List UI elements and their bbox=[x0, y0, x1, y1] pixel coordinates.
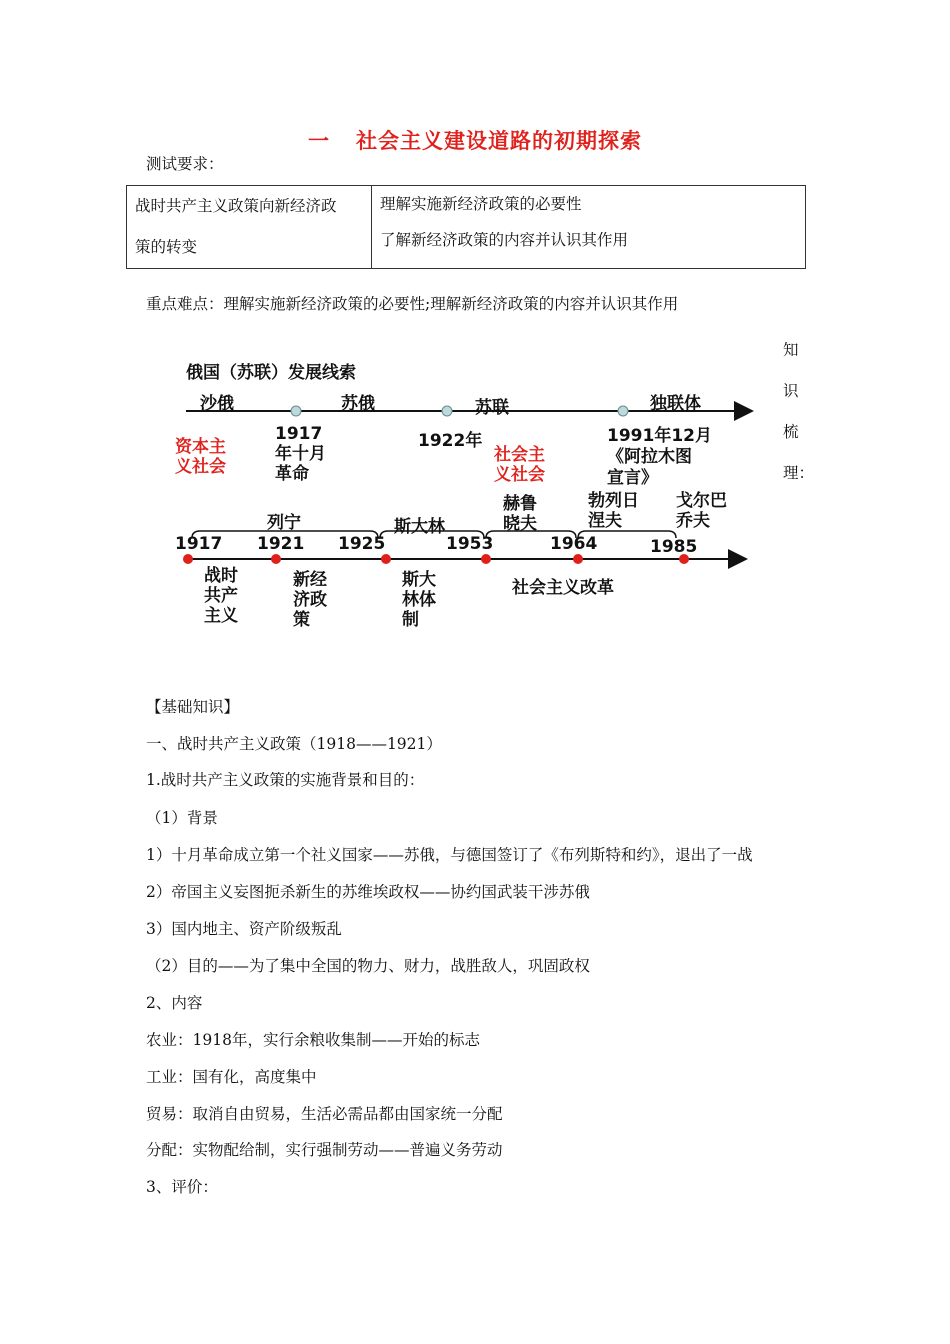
timeline1-marker-1917 bbox=[291, 406, 301, 416]
body-line: 2、内容 bbox=[146, 994, 203, 1012]
year-1953: 1953 bbox=[446, 534, 494, 554]
body-line: 2）帝国主义妄图扼杀新生的苏维埃政权——协约国武装干涉苏俄 bbox=[146, 883, 590, 901]
body-line: 一、战时共产主义政策（1918——1921） bbox=[146, 735, 442, 753]
event-1991-alma-ata: 1991年12月 《阿拉木图 宣言》 bbox=[607, 426, 712, 488]
period-soviet-union: 苏联 bbox=[475, 398, 509, 418]
body-line: 3）国内地主、资产阶级叛乱 bbox=[146, 920, 342, 938]
year-1925: 1925 bbox=[338, 534, 386, 554]
event-1922: 1922年 bbox=[418, 431, 483, 451]
leader-khrushchev: 赫鲁 晓夫 bbox=[503, 494, 537, 534]
section-basic-knowledge: 【基础知识】 bbox=[146, 698, 240, 716]
socialist-society-label: 社会主 义社会 bbox=[494, 445, 545, 485]
timeline1-marker-1991 bbox=[618, 406, 628, 416]
period-soviet-russia: 苏俄 bbox=[341, 394, 375, 414]
year-1917: 1917 bbox=[175, 534, 223, 554]
event-1917-october-revolution: 1917 年十月 革命 bbox=[275, 424, 326, 484]
page-title: 一 社会主义建设道路的初期探索 bbox=[308, 129, 642, 153]
capitalist-society-label: 资本主 义社会 bbox=[175, 437, 226, 477]
policy-stalin-model: 斯大 林体 制 bbox=[402, 570, 436, 630]
body-line: 贸易：取消自由贸易，生活必需品都由国家统一分配 bbox=[146, 1105, 503, 1123]
leader-stalin: 斯大林 bbox=[394, 517, 445, 537]
timeline2-marker-1917 bbox=[183, 554, 193, 564]
timeline2-marker-1953 bbox=[481, 554, 491, 564]
body-line: （1）背景 bbox=[146, 809, 218, 827]
body-line: 3、评价： bbox=[146, 1178, 218, 1196]
policy-socialist-reform: 社会主义改革 bbox=[512, 578, 614, 598]
requirements-goal-cell: 理解实施新经济政策的必要性 了解新经济政策的内容并认识其作用 bbox=[372, 186, 806, 269]
timeline2-marker-1921 bbox=[271, 554, 281, 564]
period-tsarist-russia: 沙俄 bbox=[200, 394, 234, 414]
key-points: 重点难点：理解实施新经济政策的必要性;理解新经济政策的内容并认识其作用 bbox=[146, 295, 679, 313]
leader-gorbachev: 戈尔巴 乔夫 bbox=[676, 491, 727, 531]
body-line: 农业：1918年，实行余粮收集制——开始的标志 bbox=[146, 1031, 480, 1049]
body-line: （2）目的——为了集中全国的物力、财力，战胜敌人，巩固政权 bbox=[146, 957, 590, 975]
knowledge-outline-label: 知 识 梳 理： bbox=[783, 341, 815, 482]
period-cis: 独联体 bbox=[650, 394, 701, 414]
timeline1-marker-1922 bbox=[442, 406, 452, 416]
body-line: 工业：国有化，高度集中 bbox=[146, 1068, 317, 1086]
body-line: 1.战时共产主义政策的实施背景和目的： bbox=[146, 771, 425, 789]
policy-war-communism: 战时 共产 主义 bbox=[204, 566, 238, 626]
timeline2-marker-1964 bbox=[573, 554, 583, 564]
body-line: 1）十月革命成立第一个社义国家——苏俄，与德国签订了《布列斯特和约》，退出了一战 bbox=[146, 846, 753, 864]
leader-lenin: 列宁 bbox=[267, 513, 301, 533]
body-line: 分配：实物配给制，实行强制劳动——普遍义务劳动 bbox=[146, 1141, 503, 1159]
leader-brezhnev: 勃列日 涅夫 bbox=[588, 491, 639, 531]
requirements-topic-cell: 战时共产主义政策向新经济政 策的转变 bbox=[127, 186, 372, 269]
year-1985: 1985 bbox=[650, 537, 698, 557]
year-1921: 1921 bbox=[257, 534, 305, 554]
test-requirements-label: 测试要求： bbox=[146, 155, 224, 173]
timeline2-marker-1925 bbox=[381, 554, 391, 564]
policy-nep: 新经 济政 策 bbox=[293, 570, 327, 630]
timeline1-heading: 俄国（苏联）发展线索 bbox=[186, 363, 356, 383]
year-1964: 1964 bbox=[550, 534, 598, 554]
